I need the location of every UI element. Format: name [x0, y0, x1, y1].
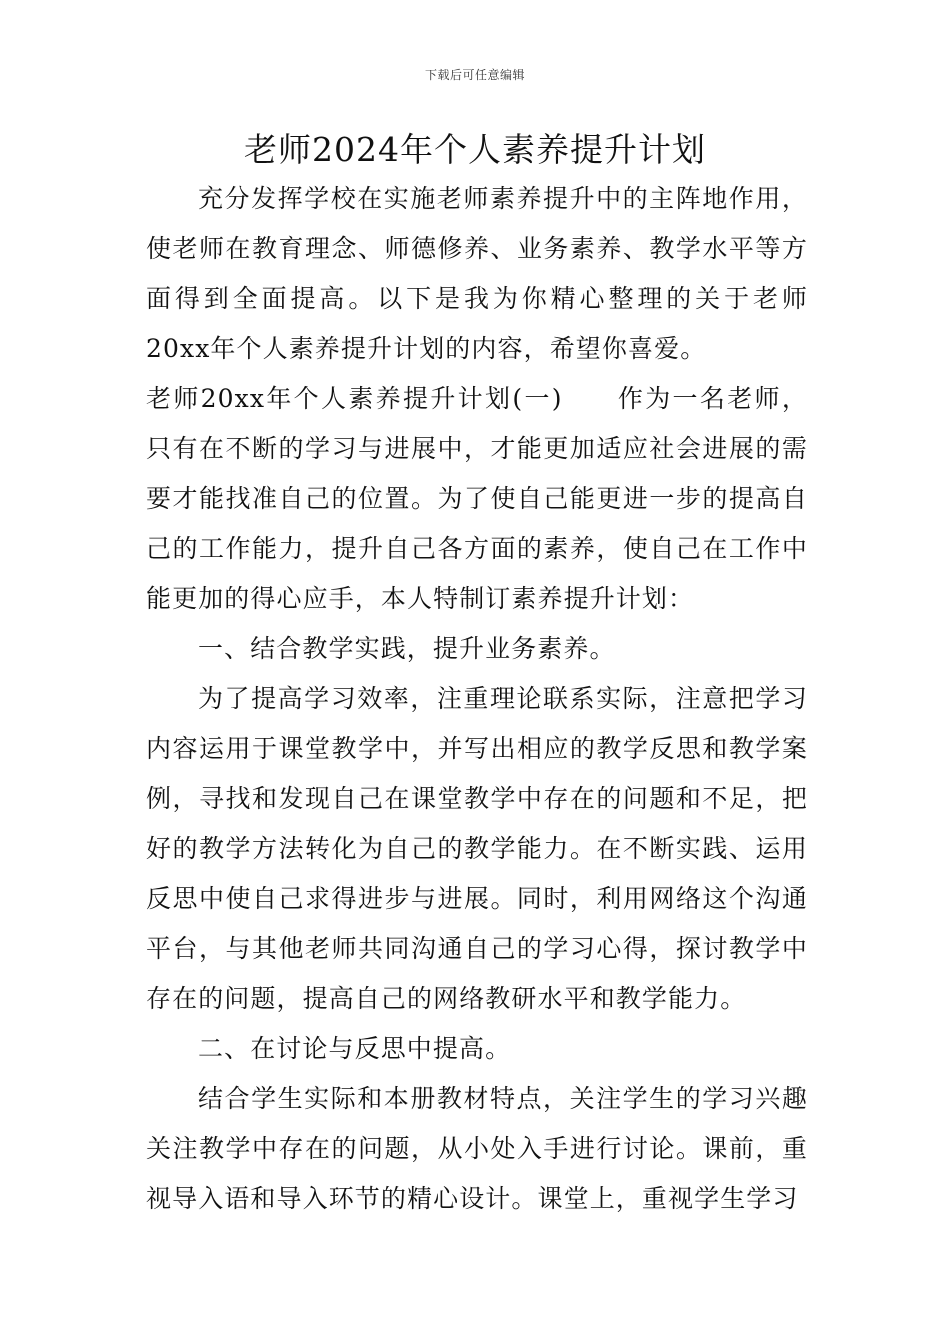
plan-text: 作为一名老师，只有在不断的学习与进展中，才能更加适应社会进展的需要才能找准自己的位置。为了使自己能更进一步的提高自己的工作能力，提升自己各方面的素养，使自己在工作中能更加的得心应手，本人特制订素养提升计划： — [146, 384, 808, 613]
header-note: 下载后可任意编辑 — [424, 68, 525, 82]
document-title: 老师2024年个人素养提升计划 — [244, 130, 706, 169]
section-1-heading: 一、结合教学实践，提升业务素养。 — [198, 634, 616, 663]
section-1-paragraph: 为了提高学习效率，注重理论联系实际，注意把学习内容运用于课堂教学中，并写出相应的教学反思和教学案例，寻找和发现自己在课堂教学中存在的问题和不足，把好的教学方法转化为自己的教学能力。在不断实践、运用反思中使自己求得进步与进展。同时，利用网络这个沟通平台，与其他老师共同沟通自己的学习心得，探讨教学中存在的问题，提高自己的网络教研水平和教学能力。 — [146, 684, 808, 1013]
section-2-paragraph: 结合学生实际和本册教材特点，关注学生的学习兴趣关注教学中存在的问题，从小处入手进行讨论。课前，重视导入语和导入环节的精心设计。课堂上，重视学生学习 — [146, 1084, 808, 1213]
document-body — [146, 174, 808, 1224]
plan-paragraph — [146, 374, 808, 624]
plan-heading: 老师20xx年个人素养提升计划(一) — [146, 384, 563, 413]
intro-paragraph: 充分发挥学校在实施老师素养提升中的主阵地作用，使老师在教育理念、师德修养、业务素养、教学水平等方面得到全面提高。以下是我为你精心整理的关于老师20xx年个人素养提升计划的内容，希望你喜爱。 — [146, 184, 808, 363]
section-2-heading: 二、在讨论与反思中提高。 — [198, 1034, 512, 1063]
